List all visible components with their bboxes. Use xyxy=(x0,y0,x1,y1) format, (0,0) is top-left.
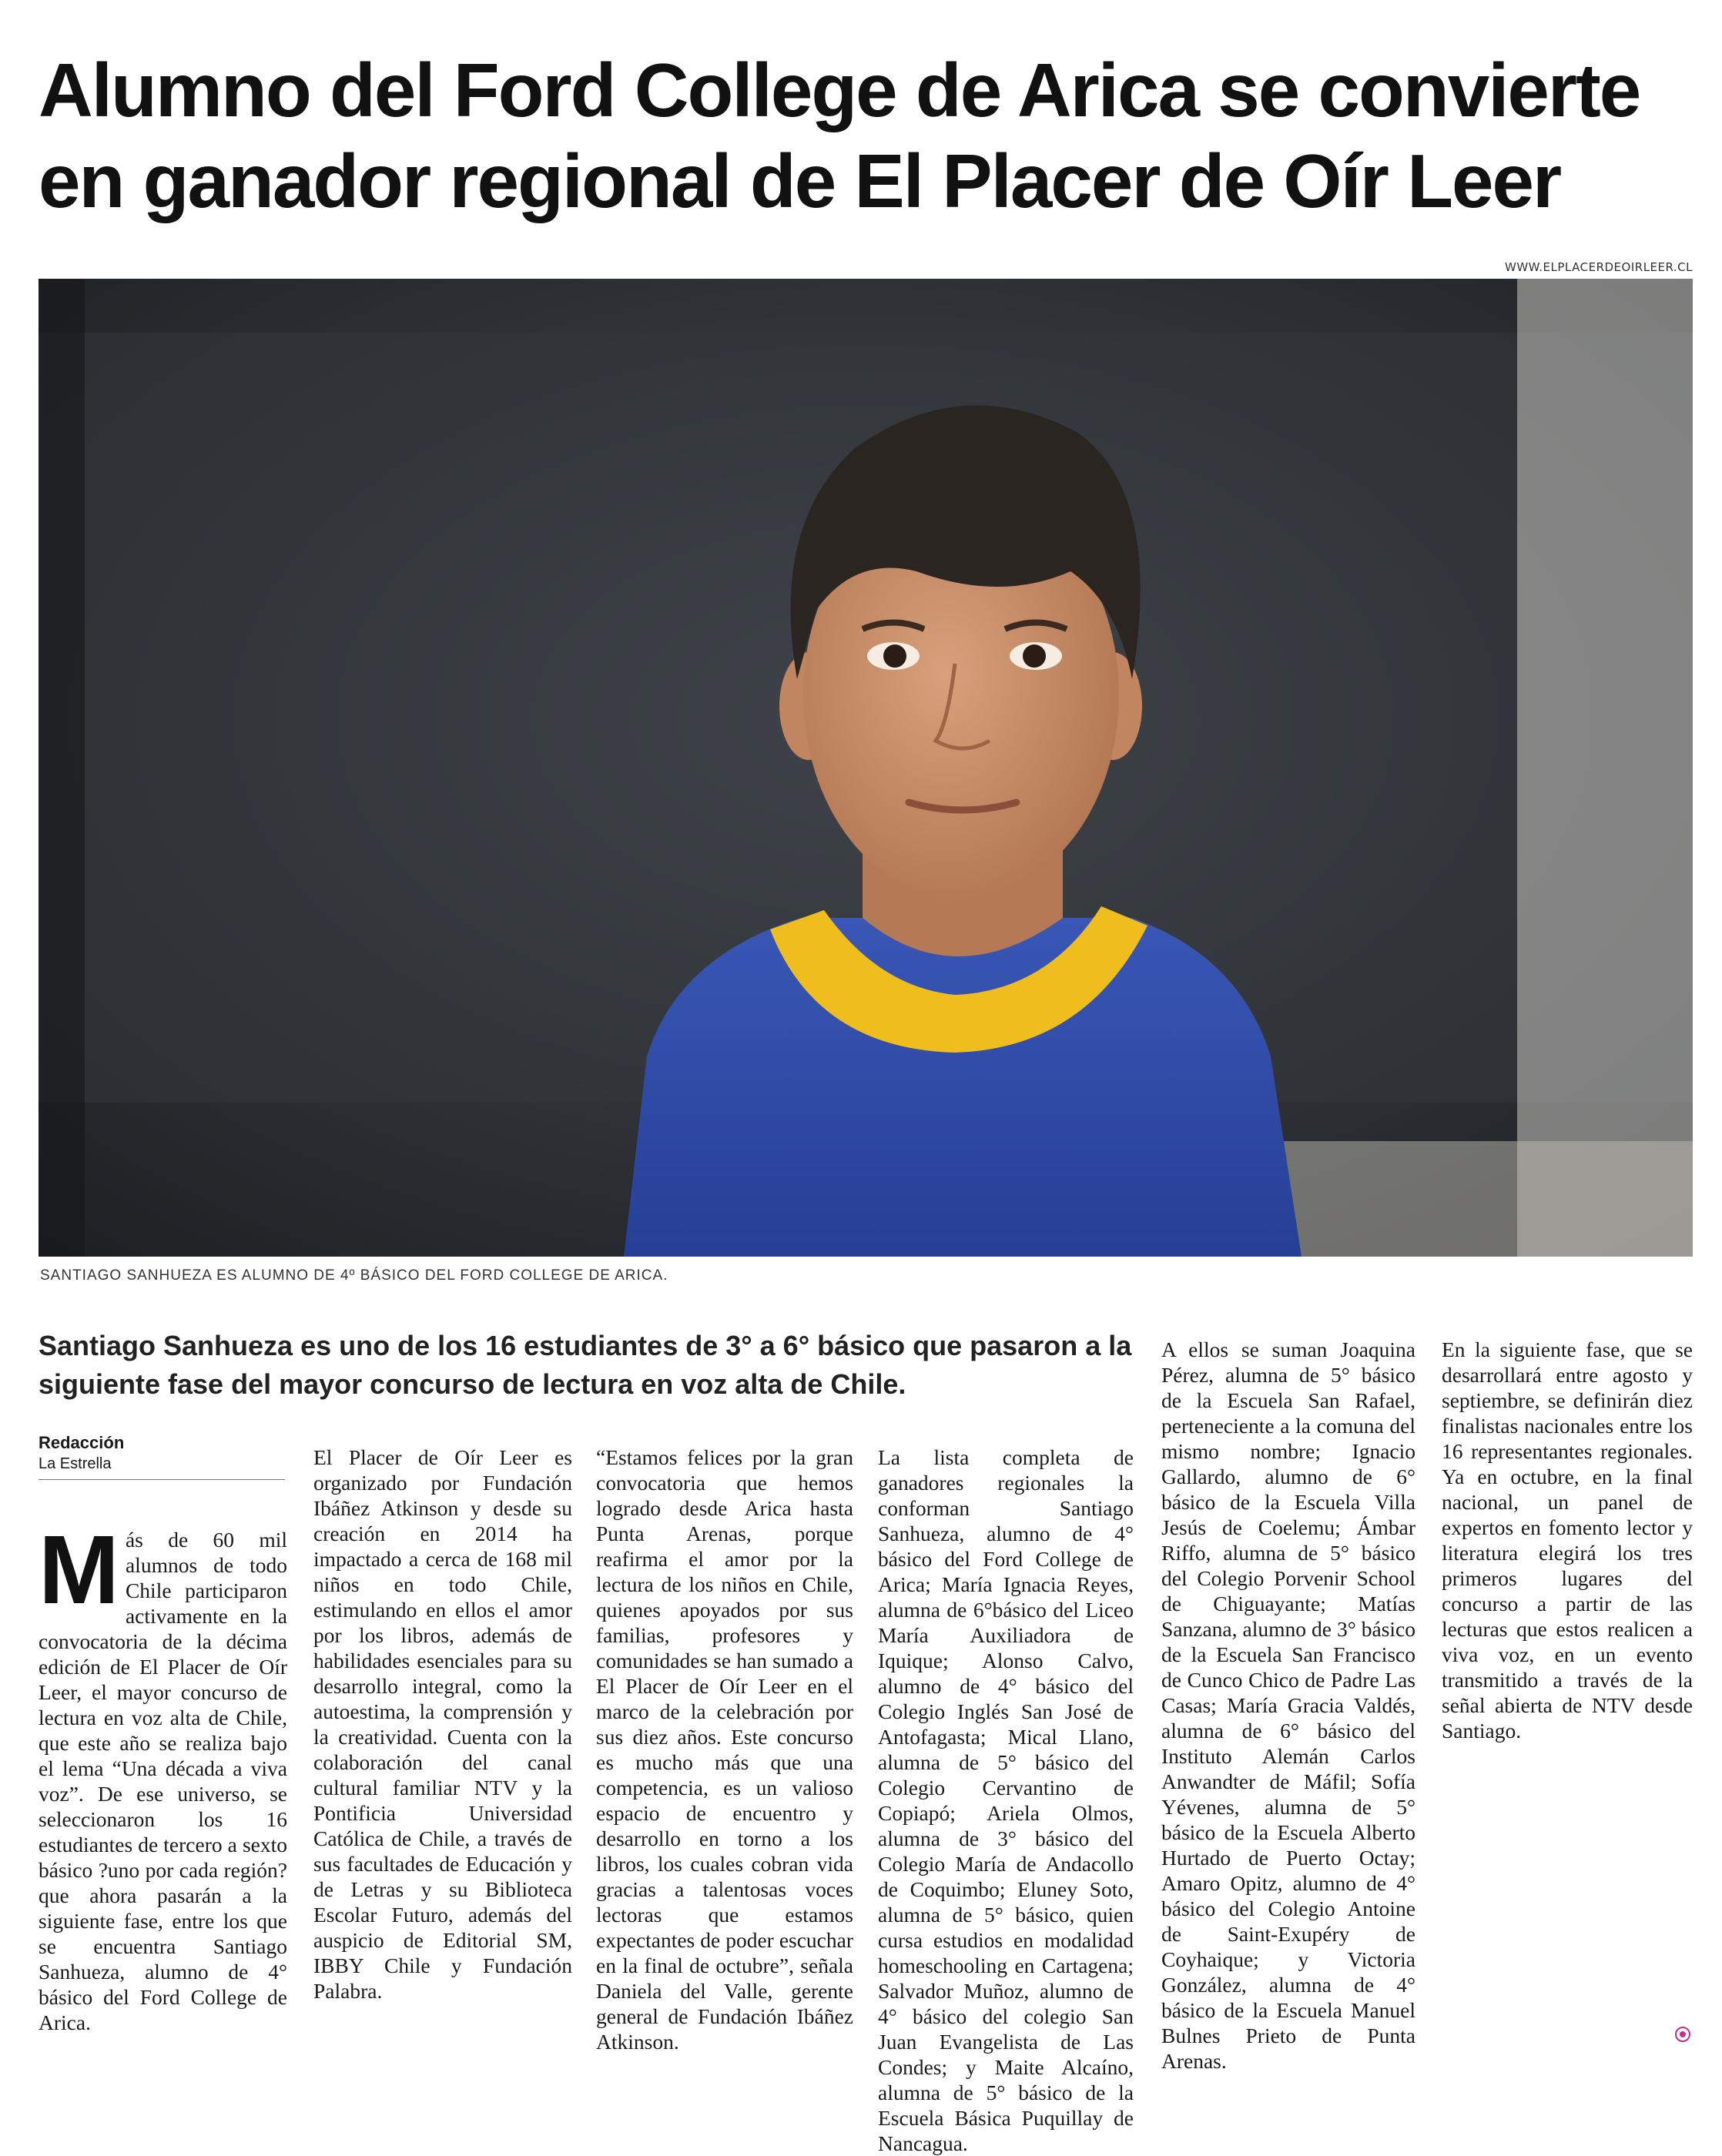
article-column-3 xyxy=(596,1445,853,2053)
photo-caption: SANTIAGO SANHUEZA ES ALUMNO DE 4º BÁSICO DEL FORD COLLEGE DE ARICA. xyxy=(40,1267,668,1284)
lead-photo xyxy=(39,279,1693,1257)
article-column-6 xyxy=(1442,1337,1693,2053)
article-paragraph-6: En la siguiente fase, que se desarrollará entre agosto y septiembre, se definirán diez finalistas nacionales entre los 16 representantes regionales. Ya en octubre, en la final nacional, un panel de expertos en fomento lector y literatura elegirá los tres primeros lugares del concurso a partir de las lecturas que estos realicen a viva voz, en un evento transmitido a través de la señal abierta de NTV desde Santiago. xyxy=(1442,1337,1693,1743)
byline xyxy=(39,1432,285,1474)
byline-author: Redacción xyxy=(39,1433,125,1452)
article-deck: Santiago Sanhueza es uno de los 16 estudiantes de 3° a 6° básico que pasaron a la siguiente fase del mayor concurso de lectura en voz alta de Chile. xyxy=(39,1330,1132,1400)
drop-cap: M xyxy=(39,1515,119,1624)
article-column-5 xyxy=(1161,1337,1415,2073)
article-paragraph-1 xyxy=(39,1515,287,2035)
boy-portrait-illustration xyxy=(39,279,1693,1257)
article-paragraph-2: El Placer de Oír Leer es organizado por Fundación Ibáñez Atkinson y desde su creación en 2014 ha impactado a cerca de 168 mil niños en todo Chile, estimulando en ellos el amor por los libros, además de habilidades esenciales para su desarrollo integral, como la autoestima, la comprensión y la creatividad. Cuenta con la colaboración del canal cultural familiar NTV y la Pontificia Universidad Católica de Chile, a través de sus facultades de Educación y de Letras y su Biblioteca Escolar Futuro, además del auspicio de Editorial SM, IBBY Chile y Fundación Palabra. xyxy=(313,1445,572,2003)
byline-divider xyxy=(39,1479,285,1480)
article-paragraph-3: “Estamos felices por la gran convocatoria que hemos logrado desde Arica hasta Punta Arenas, porque reafirma el amor por la lectura de los niños en Chile, quienes apoyados por sus familias, profesores y comunidades se han sumado a El Placer de Oír Leer en el marco de la celebración por sus diez años. Este concurso es mucho más que una competencia, es un valioso espacio de encuentro y desarrollo en torno a los libros, los cuales cobran vida gracias a talentosas voces lectoras que estamos expectantes de poder escuchar en la final de octubre”, señala Daniela del Valle, gerente general de Fundación Ibáñez Atkinson. xyxy=(596,1445,853,2054)
end-mark-icon xyxy=(1675,2027,1690,2042)
article-column-4 xyxy=(878,1445,1134,2155)
article-column-1 xyxy=(39,1515,287,2058)
paragraph-1-text: ás de 60 mil alumnos de todo Chile participaron activamente en la convocatoria de la décima edición de El Placer de Oír Leer, el mayor concurso de lectura en voz alta de Chile, que este año se realiza bajo el lema “Una década a viva voz”. De ese universo, se seleccionaron los 16 estudiantes de tercero a sexto básico ?uno por cada región? que ahora pasarán a la siguiente fase, entre los que se encuentra Santiago Sanhueza, alumno de 4° básico del Ford College de Arica. xyxy=(39,1528,287,2034)
article-paragraph-4: La lista completa de ganadores regionales la conforman Santiago Sanhueza, alumno de 4° básico del Ford College de Arica; María Ignacia Reyes, alumna de 6°básico del Liceo María Auxiliadora de Iquique; Alonso Calvo, alumno de 4° básico del Colegio Inglés San José de Antofagasta; Mical Llano, alumna de 5° básico del Colegio Cervantino de Copiapó; Ariela Olmos, alumna de 3° básico del Colegio María de Andacollo de Coquimbo; Eluney Soto, alumna de 5° básico, quien cursa estudios en modalidad homeschooling en Cartagena; Salvador Muñoz, alumno de 4° básico del colegio San Juan Evangelista de Las Condes; y Maite Alcaíno, alumna de 5° básico de la Escuela Básica Puquillay de Nancagua. xyxy=(878,1445,1134,2155)
article-paragraph-5: A ellos se suman Joaquina Pérez, alumna de 5° básico de la Escuela San Rafael, perteneciente a la comuna del mismo nombre; Ignacio Gallardo, alumno de 6° básico de la Escuela Villa Jesús de Coelemu; Ámbar Riffo, alumna de 5° básico del Colegio Porvenir School de Chiguayante; Matías Sanzana, alumno de 3° básico de la Escuela San Francisco de Cunco Chico de Padre Las Casas; María Gracia Valdés, alumna de 6° básico del Instituto Alemán Carlos Anwandter de Máfil; Sofía Yévenes, alumna de 5° básico de la Escuela Alberto Hurtado de Puerto Octay; Amaro Opitz, alumno de 4° básico del Colegio Antoine de Saint-Exupéry de Coyhaique; y Victoria González, alumna de 4° básico de la Escuela Manuel Bulnes Prieto de Punta Arenas. xyxy=(1161,1337,1415,2073)
headline-line-2: en ganador regional de El Placer de Oír Leer xyxy=(39,139,1561,223)
photo-credit: WWW.ELPLACERDEOIRLEER.CL xyxy=(1505,260,1693,274)
byline-outlet: La Estrella xyxy=(39,1455,112,1472)
article-column-2 xyxy=(313,1445,572,2053)
headline xyxy=(39,45,1694,226)
headline-line-1: Alumno del Ford College de Arica se convierte xyxy=(39,48,1640,132)
